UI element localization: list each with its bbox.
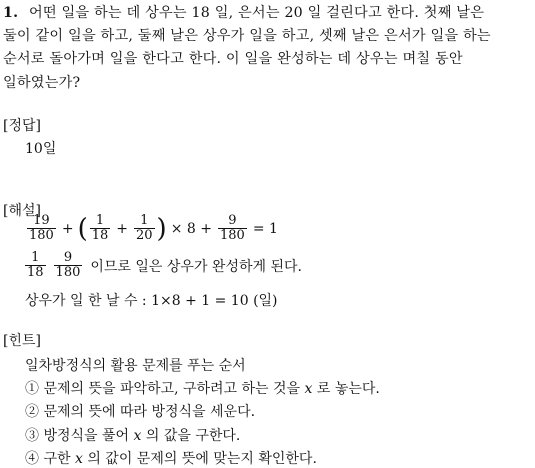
numerator: 9 <box>228 213 237 228</box>
denominator: 18 <box>91 228 109 244</box>
step-mark: ① <box>25 381 39 397</box>
denominator: 180 <box>55 265 81 281</box>
numerator: 19 <box>33 213 50 228</box>
numerator: 1 <box>140 213 149 228</box>
step-text: 의 값을 구한다. <box>145 428 241 444</box>
hint-title: 일차방정식의 활용 문제를 푸는 순서 <box>25 358 246 374</box>
fraction <box>134 214 155 244</box>
plus-sign: + <box>116 220 128 237</box>
solution-equation-1 <box>25 214 282 244</box>
solution-heading: [해설] <box>3 203 41 219</box>
equals-one: = 1 <box>252 220 278 237</box>
answer-heading: [정답] <box>3 118 41 134</box>
fraction <box>25 251 46 281</box>
step-text: 로 놓는다. <box>316 381 380 397</box>
problem-text-1: 어떤 일을 하는 데 상우는 18 일, 은서는 20 일 걸린다고 한다. 첫째 날은 <box>28 5 485 21</box>
answer-value: 10일 <box>25 141 57 157</box>
hint-heading: [힌트] <box>3 333 41 349</box>
denominator: 180 <box>219 228 245 244</box>
right-paren: ) <box>156 213 167 244</box>
problem-text-3: 순서로 돌아가며 일을 한다고 한다. 이 일을 완성하는 데 상우는 며칠 동안 <box>3 51 463 67</box>
numerator: 1 <box>95 213 105 228</box>
step-mark: ② <box>25 404 39 420</box>
hint-step-1 <box>25 378 380 398</box>
step-mark: ③ <box>25 428 39 444</box>
denominator: 20 <box>136 228 153 244</box>
numerator: 9 <box>63 250 73 265</box>
hint-step-2 <box>25 401 255 421</box>
math-variable: x <box>133 428 142 444</box>
math-variable: x <box>74 451 83 467</box>
step-text: 의 값이 문제의 뜻에 맞는지 확인한다. <box>87 451 317 467</box>
step-text: 문제의 뜻에 따라 방정식을 세운다. <box>43 404 256 420</box>
problem-text-4: 일하였는가? <box>3 75 81 91</box>
solution-equation-2 <box>25 251 302 281</box>
step-text: 방정식을 풀어 <box>43 428 130 444</box>
numerator: 1 <box>31 250 40 265</box>
step-text: 구한 <box>43 451 71 467</box>
hint-step-4 <box>25 448 317 468</box>
math-variable: x <box>304 381 313 397</box>
problem-number: 1. <box>3 5 19 21</box>
times-eight-plus: × 8 + <box>170 220 212 237</box>
hint-step-3 <box>25 425 240 445</box>
fraction <box>218 214 247 244</box>
solution-equation-3: 상우가 일 한 날 수 : 1×8 + 1 = 10 (일) <box>25 293 278 309</box>
step-mark: ④ <box>25 451 39 467</box>
fraction <box>90 214 111 244</box>
denominator: 180 <box>29 228 54 244</box>
denominator: 18 <box>27 265 44 281</box>
left-paren: ( <box>77 213 88 244</box>
fraction <box>54 251 83 281</box>
step-text: 문제의 뜻을 파악하고, 구하려고 하는 것을 <box>43 381 301 397</box>
problem-line-1 <box>3 2 484 22</box>
plus-sign: + <box>61 220 74 237</box>
solution-text: 이므로 일은 상우가 완성하게 된다. <box>90 258 302 275</box>
problem-text-2: 둘이 같이 일을 하고, 둘째 날은 상우가 일을 하고, 셋째 날은 은서가 일을 하는 <box>3 28 491 44</box>
fraction <box>27 214 56 244</box>
